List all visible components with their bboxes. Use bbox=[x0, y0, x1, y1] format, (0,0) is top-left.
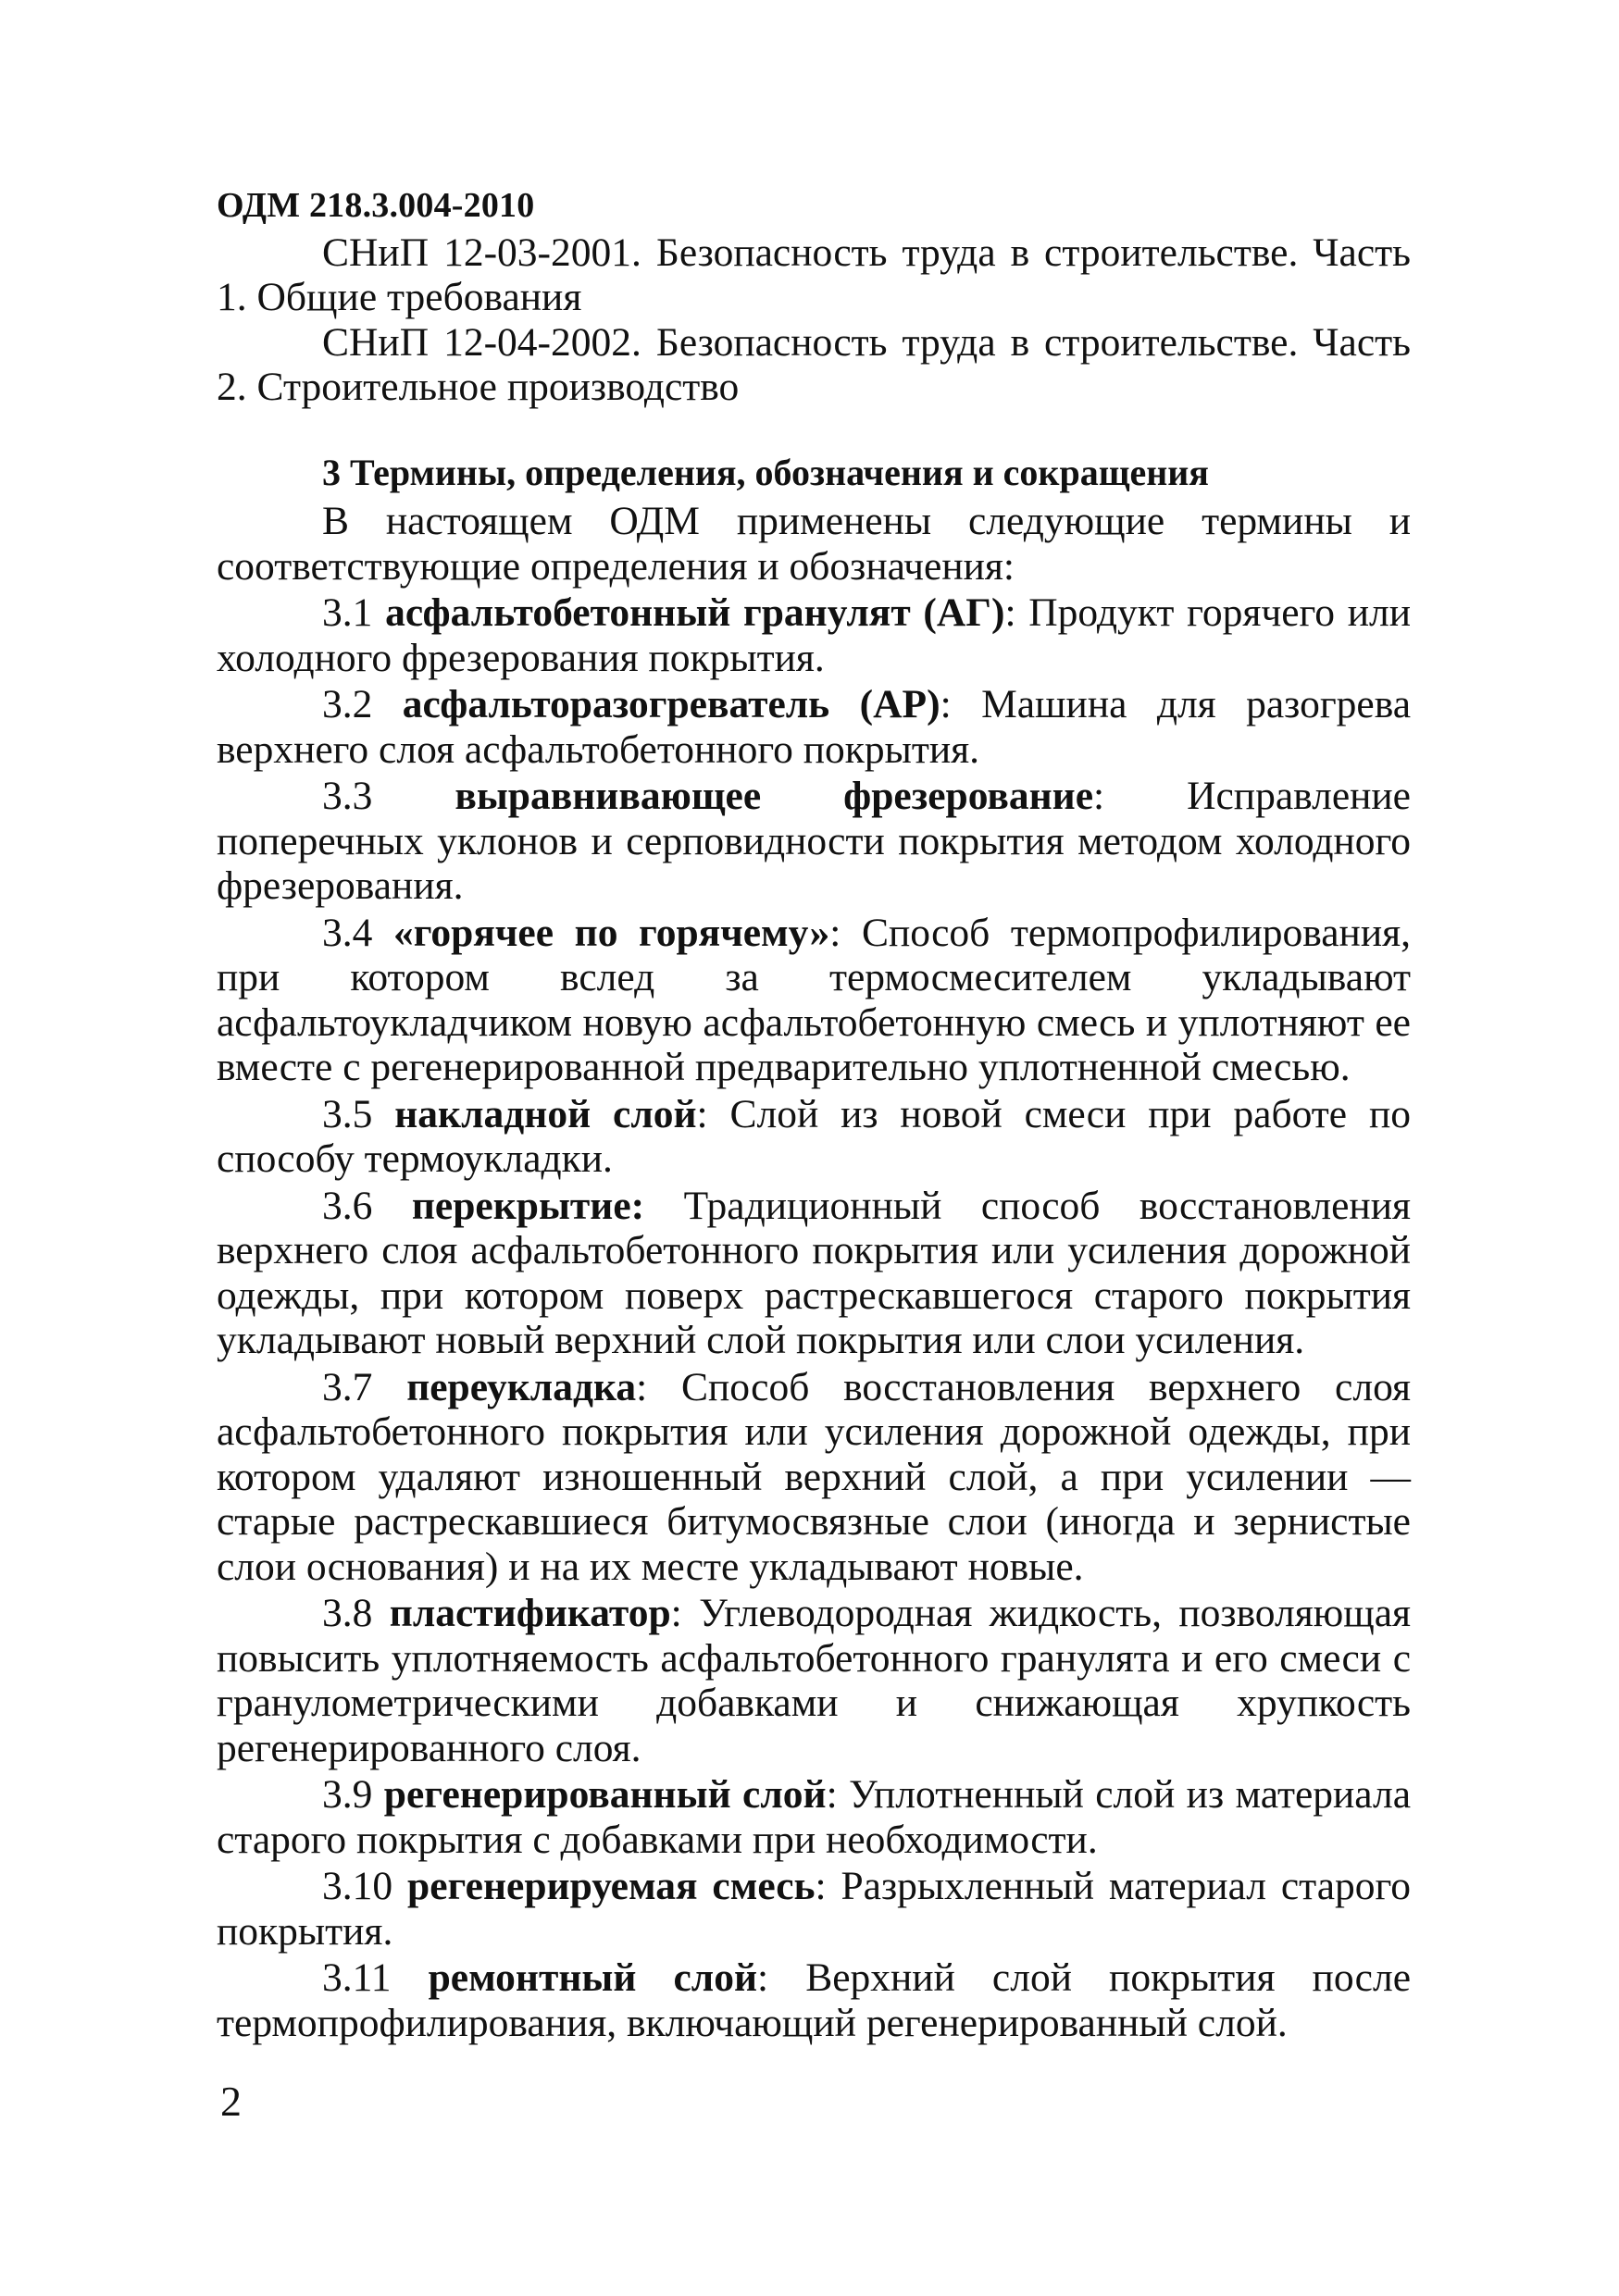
term-number: 3.11 bbox=[322, 1955, 392, 2000]
document-page bbox=[217, 183, 1411, 2045]
term-number: 3.4 bbox=[322, 910, 373, 955]
term-name: асфальтобетонный гранулят (АГ) bbox=[385, 590, 1005, 635]
term-name: «горячее по горячему» bbox=[392, 910, 830, 955]
term-number: 3.1 bbox=[322, 590, 373, 635]
term-number: 3.7 bbox=[322, 1364, 373, 1409]
term-name: ремонтный слой bbox=[428, 1955, 758, 2000]
term-definition-3-11 bbox=[217, 1955, 1411, 2045]
term-definition-3-2 bbox=[217, 682, 1411, 772]
section-title: 3 Термины, определения, обозначения и сокращения bbox=[322, 451, 1209, 493]
term-number: 3.6 bbox=[322, 1183, 373, 1228]
term-name: переукладка bbox=[406, 1364, 637, 1409]
term-name: выравнивающее фрезерование bbox=[455, 774, 1094, 818]
term-definition-3-6 bbox=[217, 1184, 1411, 1363]
term-number: 3.8 bbox=[322, 1591, 373, 1635]
term-definition-3-5 bbox=[217, 1092, 1411, 1182]
term-name: накладной слой bbox=[394, 1091, 697, 1136]
term-name: пластификатор bbox=[389, 1591, 671, 1635]
term-text: : Способ термопрофилирования, при котором вслед за термосмесителем укладывают асфальтоукладчиком новую асфальтобетонную смесь и уплотняют ее вместе с регенерированной предварительно уплотненной смесью. bbox=[217, 910, 1411, 1089]
term-text: : Машина для разогрева верхнего слоя асфальтобетонного покрытия. bbox=[217, 682, 1411, 772]
term-text: Традиционный способ восстановления верхнего слоя асфальтобетонного покрытия или усиления дорожной одежды, при котором поверх растрескавшегося старого покрытия укладывают новый верхний слой покрытия или слои усиления. bbox=[217, 1183, 1411, 1362]
term-text: : Слой из новой смеси при работе по способу термоукладки. bbox=[217, 1091, 1411, 1181]
term-text: : Уплотненный слой из материала старого покрытия с добавками при необходимости. bbox=[217, 1772, 1412, 1862]
term-text: : Углеводородная жидкость, позволяющая повысить уплотняемость асфальтобетонного гранулята и его смеси с гранулометрическими добавками и снижающая хрупкость регенерированного слоя. bbox=[217, 1591, 1412, 1770]
term-text: : Продукт горячего или холодного фрезерования покрытия. bbox=[217, 590, 1411, 680]
term-number: 3.3 bbox=[322, 774, 373, 818]
page-number: 2 bbox=[220, 2078, 242, 2125]
term-number: 3.10 bbox=[322, 1864, 393, 1908]
term-definition-3-8 bbox=[217, 1591, 1411, 1770]
term-text: : Способ восстановления верхнего слоя асфальтобетонного покрытия или усиления дорожной одежды, при котором удаляют изношенный верхний слой, а при усилении — старые растрескавшиеся битумосвязные слои (иногда и зернистые слои основания) и на их месте укладывают новые. bbox=[217, 1364, 1411, 1589]
document-code: ОДМ 218.3.004-2010 bbox=[217, 186, 535, 225]
term-number: 3.5 bbox=[322, 1091, 373, 1136]
term-name: регенерируемая смесь bbox=[407, 1864, 816, 1908]
term-definition-3-4 bbox=[217, 911, 1411, 1090]
term-text: : Разрыхленный материал старого покрытия. bbox=[217, 1864, 1412, 1954]
term-definition-3-10 bbox=[217, 1864, 1411, 1954]
term-name: перекрытие: bbox=[411, 1183, 645, 1228]
reference-snip-12-04: СНиП 12-04-2002. Безопасность труда в строительстве. Часть 2. Строительное производство bbox=[217, 319, 1411, 409]
term-number: 3.2 bbox=[322, 682, 373, 726]
term-number: 3.9 bbox=[322, 1772, 373, 1817]
term-text: : Исправление поперечных уклонов и серповидности покрытия методом холодного фрезерования. bbox=[217, 774, 1411, 908]
section-intro: В настоящем ОДМ применены следующие термины и соответствующие определения и обозначения: bbox=[217, 499, 1411, 589]
reference-snip-12-03: СНиП 12-03-2001. Безопасность труда в строительстве. Часть 1. Общие требования bbox=[217, 230, 1411, 319]
term-text: : Верхний слой покрытия после термопрофилирования, включающий регенерированный слой. bbox=[217, 1955, 1411, 2045]
term-definition-3-7 bbox=[217, 1365, 1411, 1590]
term-definition-3-1 bbox=[217, 590, 1411, 680]
term-definition-3-9 bbox=[217, 1772, 1411, 1862]
term-name: асфальторазогреватель (АР) bbox=[402, 682, 940, 726]
term-definition-3-3 bbox=[217, 774, 1411, 909]
term-name: регенерированный слой bbox=[383, 1772, 827, 1817]
